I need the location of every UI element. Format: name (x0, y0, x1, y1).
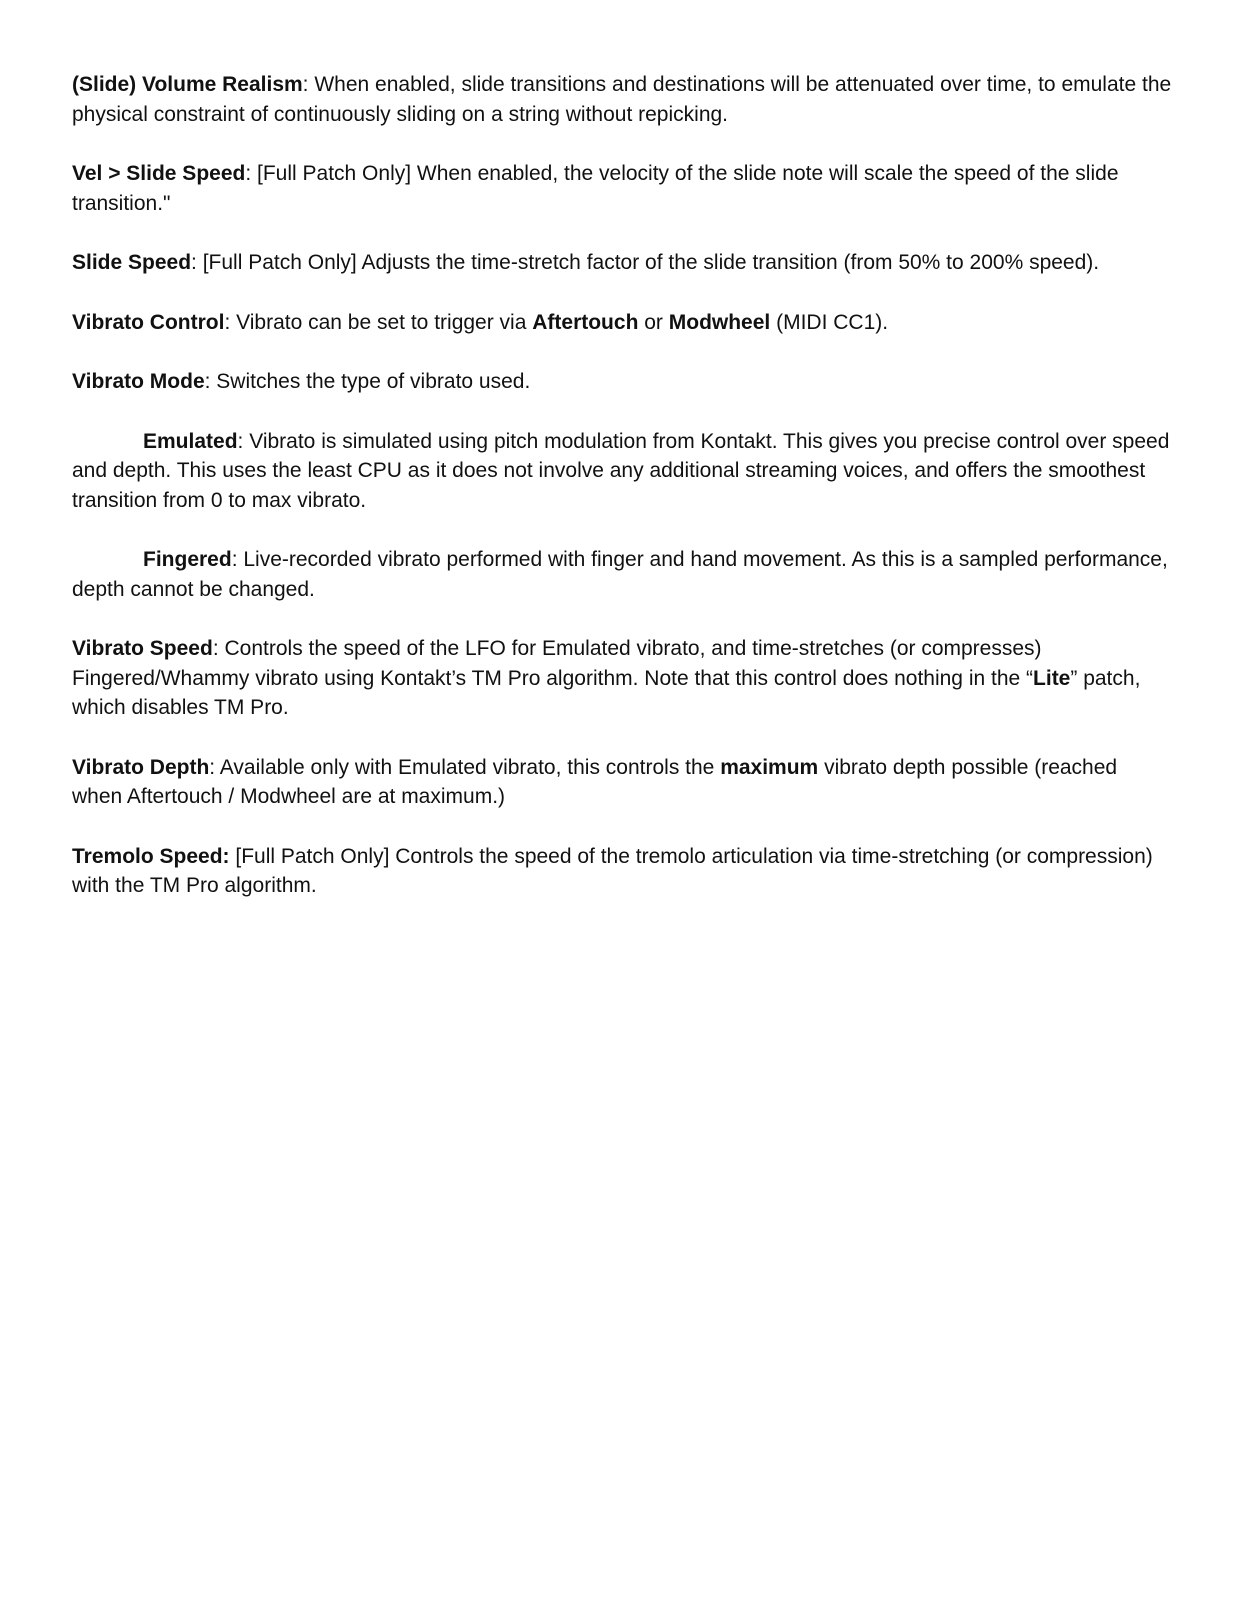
description: : Controls the speed of the LFO for Emulated vibrato, and time-stretches (or compresses) Fingered/Whammy vibrato using Kontakt’s TM Pro algorithm. Note that this control does nothing in the “ (72, 637, 1042, 690)
term: Vel > Slide Speed (72, 162, 246, 185)
term: Vibrato Mode (72, 370, 205, 393)
description: : When enabled, slide transitions and destinations will be attenuated over time, to emulate the physical constraint of continuously sliding on a string without repicking. (72, 73, 1172, 126)
term: Vibrato Speed (72, 637, 213, 660)
paragraph-emulated (72, 427, 1172, 516)
paragraph-slide-volume-realism (72, 70, 1172, 129)
term-maximum: maximum (720, 755, 819, 779)
term: (Slide) Volume Realism (72, 73, 303, 96)
description: : Switches the type of vibrato used. (204, 370, 531, 393)
term: Vibrato Depth (72, 755, 210, 779)
paragraph-vibrato-control (72, 308, 1172, 338)
description: : Available only with Emulated vibrato, this controls the (209, 755, 721, 779)
term-aftertouch: Aftertouch (532, 310, 639, 334)
description: : [Full Patch Only] Adjusts the time-stretch factor of the slide transition (from 50% to 200% speed). (191, 251, 1100, 274)
term-modwheel: Modwheel (668, 310, 771, 334)
term: Vibrato Control (72, 310, 225, 334)
description: : Live-recorded vibrato performed with finger and hand movement. As this is a sampled performance, depth cannot be changed. (72, 548, 1168, 601)
paragraph-tremolo-speed (72, 842, 1172, 901)
description: (MIDI CC1). (770, 310, 889, 334)
description: [Full Patch Only] Controls the speed of the tremolo articulation via time-stretching (or compression) with the TM Pro algorithm. (72, 844, 1153, 897)
description: : [Full Patch Only] When enabled, the velocity of the slide note will scale the speed of the slide transition." (72, 162, 1119, 215)
term: Emulated (143, 429, 238, 453)
description: : Vibrato can be set to trigger via (224, 310, 533, 334)
description: ” patch, which disables TM Pro. (72, 666, 1141, 719)
document-page (72, 70, 1172, 931)
description: or (638, 310, 669, 334)
paragraph-slide-speed (72, 248, 1172, 278)
description: : Vibrato is simulated using pitch modulation from Kontakt. This gives you precise control over speed and depth. This uses the least CPU as it does not involve any additional streaming voices, and offers the smoothest transition from 0 to max vibrato. (72, 429, 1170, 512)
term: Slide Speed (72, 251, 192, 274)
paragraph-fingered (72, 545, 1172, 604)
term: Fingered (143, 548, 232, 571)
term-lite: Lite (1033, 666, 1071, 690)
paragraph-vibrato-mode (72, 367, 1172, 397)
paragraph-vibrato-speed (72, 634, 1172, 723)
paragraph-vibrato-depth (72, 753, 1172, 812)
paragraph-vel-slide-speed (72, 159, 1172, 218)
term: Tremolo Speed: (72, 844, 230, 868)
description: vibrato depth possible (reached when Aftertouch / Modwheel are at maximum.) (72, 755, 1118, 808)
